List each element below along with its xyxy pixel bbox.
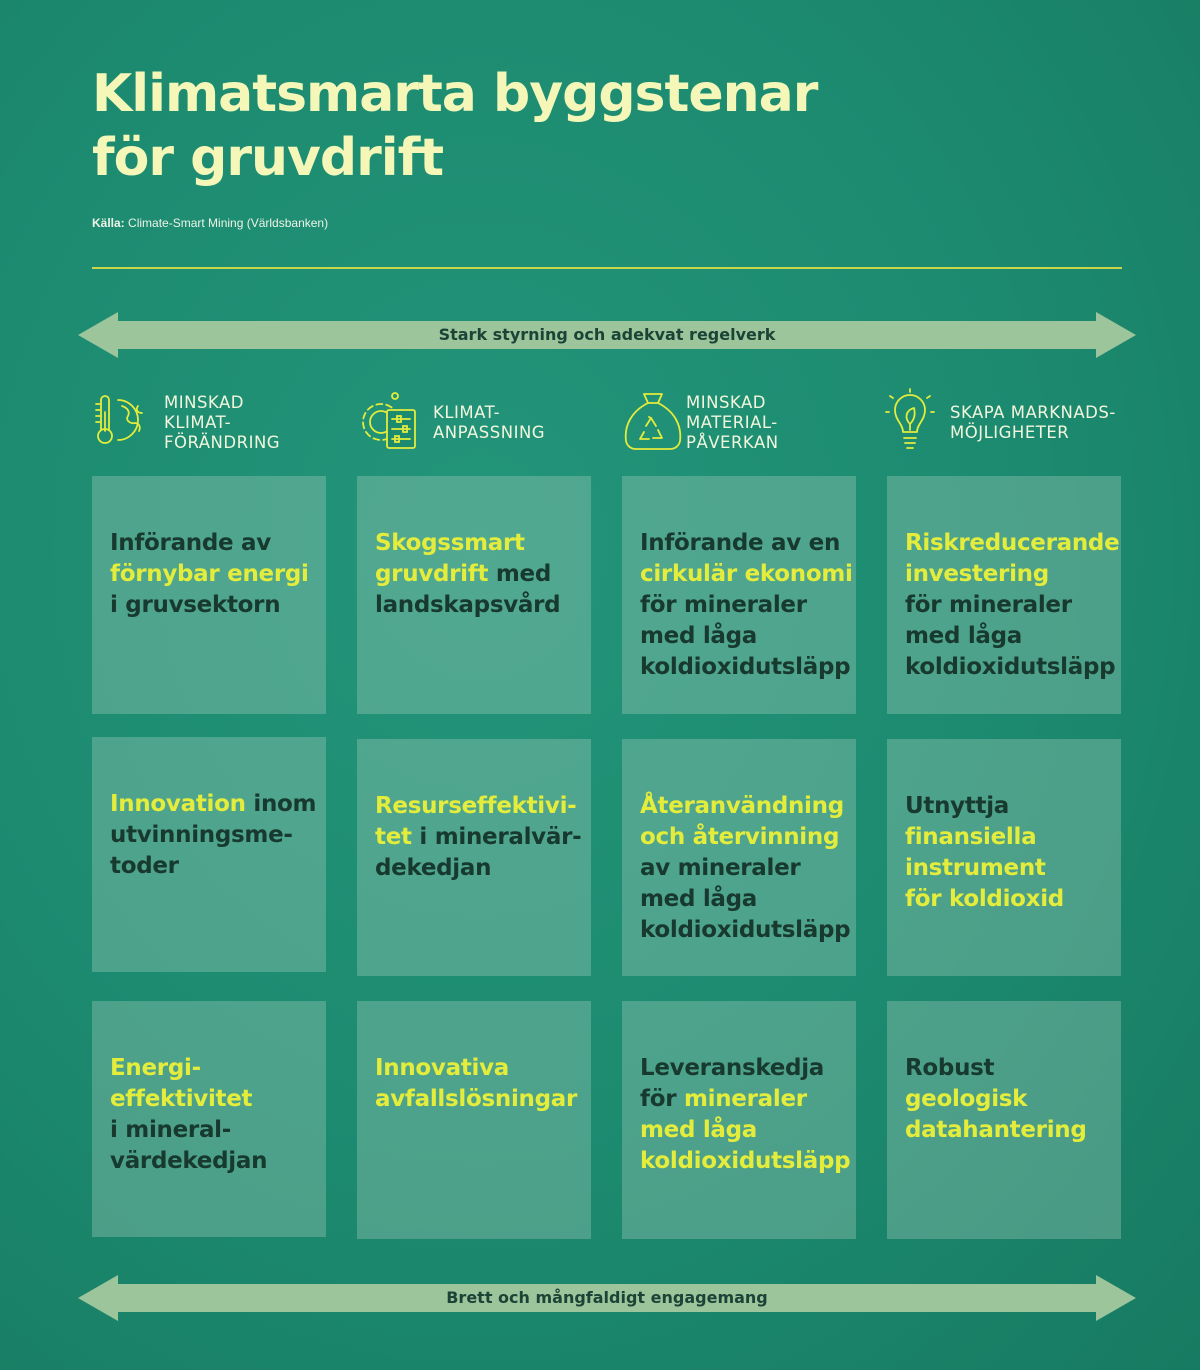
card-text-line (110, 820, 308, 851)
card-highlight-text: koldioxidutsläpp (640, 1148, 851, 1174)
card-plain-text: Leveranskedja (640, 1055, 825, 1081)
arrow-top-label: Stark styrning och adekvat regelverk (438, 325, 776, 344)
card-text (640, 1053, 851, 1177)
card-text-line (640, 652, 851, 683)
card-highlight-text: Energi- (110, 1055, 201, 1081)
card-plain-text: Införande av en (640, 530, 841, 556)
source-note (92, 216, 328, 230)
category-label-line: KLIMAT- (433, 403, 501, 422)
source-text: Climate-Smart Mining (Världsbanken) (128, 216, 329, 230)
card-text (110, 528, 308, 621)
block-card (357, 476, 591, 714)
card-text-line (905, 1053, 1103, 1084)
card-text-line (640, 528, 841, 559)
card-highlight-text: tet (375, 824, 412, 850)
card-text-line (905, 621, 1103, 652)
card-plain-text: Införande av (110, 530, 271, 556)
card-text-line (640, 1053, 838, 1084)
card-highlight-text: datahantering (905, 1117, 1087, 1143)
card-text-line (905, 528, 1120, 559)
card-highlight-text: geologisk (905, 1086, 1028, 1112)
card-text-line (905, 559, 1103, 590)
recycle-bag-icon (622, 388, 684, 454)
card-highlight-text: effektivitet (110, 1086, 253, 1112)
title-line-2: för gruvdrift (92, 128, 444, 188)
card-text-line (640, 621, 838, 652)
card-plain-text: för mineraler (905, 592, 1072, 618)
card-text-line (640, 853, 838, 884)
block-card (622, 476, 856, 714)
gear-sliders-icon (355, 388, 417, 454)
category-label-line: MINSKAD (164, 393, 244, 412)
card-text-line (110, 1146, 308, 1177)
card-plain-text: för mineraler (640, 592, 807, 618)
card-text-line (905, 1115, 1103, 1146)
card-highlight-text: Innovativa (375, 1055, 510, 1081)
card-text (905, 1053, 1103, 1146)
card-text-line (905, 884, 1103, 915)
block-card (887, 739, 1121, 976)
card-plain-text: koldioxidutsläpp (905, 654, 1116, 680)
category-label (686, 388, 779, 458)
card-text-line (640, 1115, 838, 1146)
card-plain-text: toder (110, 853, 179, 879)
card-text (375, 791, 582, 884)
title-line-1: Klimatsmarta byggstenar (92, 64, 818, 124)
block-card (357, 1001, 591, 1239)
arrow-bottom-label: Brett och mångfaldigt engagemang (446, 1288, 768, 1307)
card-plain-text: i mineralvär- (411, 824, 582, 850)
card-text-line (375, 528, 573, 559)
block-card (92, 476, 326, 714)
category-label (950, 388, 1116, 458)
card-highlight-text: avfallslösningar (375, 1086, 578, 1112)
card-text (110, 789, 317, 882)
category-label-line: FÖRÄNDRING (164, 433, 281, 452)
card-text-line (905, 590, 1103, 621)
card-text-line (640, 1146, 851, 1177)
arrow-top (78, 312, 1136, 358)
card-highlight-text: gruvdrift (375, 561, 489, 587)
divider-line (92, 267, 1122, 269)
page-title (92, 62, 817, 190)
card-highlight-text: investering (905, 561, 1049, 587)
card-highlight-text: finansiella (905, 824, 1037, 850)
card-text-line (375, 853, 573, 884)
card-highlight-text: Skogssmart (375, 530, 525, 556)
card-highlight-text: Innovation (110, 791, 246, 817)
source-label: Källa: (92, 216, 125, 230)
card-text (110, 1053, 308, 1177)
card-plain-text: med låga (640, 623, 758, 649)
card-highlight-text: mineraler (683, 1086, 807, 1112)
card-text-line (640, 1084, 838, 1115)
lightbulb-leaf-icon (884, 388, 946, 454)
block-card (887, 476, 1121, 714)
card-highlight-text: Återanvändning (640, 793, 844, 819)
card-plain-text: inom (245, 791, 317, 817)
card-text (375, 1053, 578, 1115)
card-plain-text: med låga (905, 623, 1023, 649)
category-label-line: MATERIAL- (686, 413, 778, 432)
card-text-line (640, 884, 838, 915)
card-text-line (640, 791, 844, 822)
card-plain-text: av mineraler (640, 855, 801, 881)
card-highlight-text: Riskreducerande (905, 530, 1120, 556)
card-text-line (110, 1053, 308, 1084)
card-text-line (640, 559, 853, 590)
card-text-line (375, 559, 573, 590)
card-text-line (110, 559, 308, 590)
category-label-line: MINSKAD (686, 393, 766, 412)
category-label-line: ANPASSNING (433, 423, 546, 442)
card-text (640, 791, 851, 946)
card-text (640, 528, 853, 683)
card-text-line (110, 528, 308, 559)
category-label (164, 388, 280, 458)
block-card (622, 739, 856, 976)
card-plain-text: värdekedjan (110, 1148, 268, 1174)
card-text-line (375, 1053, 573, 1084)
card-text-line (640, 590, 838, 621)
card-text-line (110, 851, 308, 882)
block-card (357, 739, 591, 976)
card-text (375, 528, 573, 621)
category-label-line: MÖJLIGHETER (950, 423, 1070, 442)
card-text-line (640, 915, 851, 946)
card-highlight-text: med låga (640, 1117, 758, 1143)
thermometer-globe-icon (92, 388, 154, 454)
card-highlight-text: cirkulär ekonomi (640, 561, 853, 587)
card-text-line (905, 822, 1103, 853)
card-text-line (640, 822, 838, 853)
card-text-line (110, 1115, 308, 1146)
card-highlight-text: instrument (905, 855, 1046, 881)
card-highlight-text: förnybar energi (110, 561, 309, 587)
card-text-line (905, 1084, 1103, 1115)
category-label-line: KLIMAT- (164, 413, 232, 432)
card-text (905, 528, 1120, 683)
block-card (622, 1001, 856, 1239)
card-text-line (905, 652, 1116, 683)
card-plain-text: koldioxidutsläpp (640, 917, 851, 943)
card-text-line (110, 789, 317, 820)
card-plain-text: dekedjan (375, 855, 492, 881)
card-plain-text: koldioxidutsläpp (640, 654, 851, 680)
card-text-line (110, 1084, 308, 1115)
card-plain-text: för (640, 1086, 684, 1112)
card-text-line (905, 791, 1103, 822)
card-text-line (375, 791, 577, 822)
card-text-line (110, 590, 308, 621)
card-plain-text: Robust (905, 1055, 995, 1081)
card-plain-text: i mineral- (110, 1117, 232, 1143)
card-highlight-text: och återvinning (640, 824, 840, 850)
card-plain-text: landskapsvård (375, 592, 561, 618)
card-text-line (375, 590, 573, 621)
card-plain-text: i gruvsektorn (110, 592, 281, 618)
card-highlight-text: Resurseffektivi- (375, 793, 577, 819)
category-label-line: SKAPA MARKNADS- (950, 403, 1116, 422)
category-label (433, 388, 545, 458)
card-text-line (375, 822, 582, 853)
card-text (905, 791, 1103, 915)
card-plain-text: Utnyttja (905, 793, 1010, 819)
card-text-line (375, 1084, 578, 1115)
card-text-line (905, 853, 1103, 884)
card-highlight-text: för koldioxid (905, 886, 1064, 912)
block-card (92, 1001, 326, 1237)
card-plain-text: utvinningsme- (110, 822, 293, 848)
card-plain-text: med låga (640, 886, 758, 912)
category-label-line: PÅVERKAN (686, 433, 779, 452)
block-card (887, 1001, 1121, 1239)
card-plain-text: med (488, 561, 552, 587)
arrow-bottom (78, 1275, 1136, 1321)
block-card (92, 737, 326, 972)
